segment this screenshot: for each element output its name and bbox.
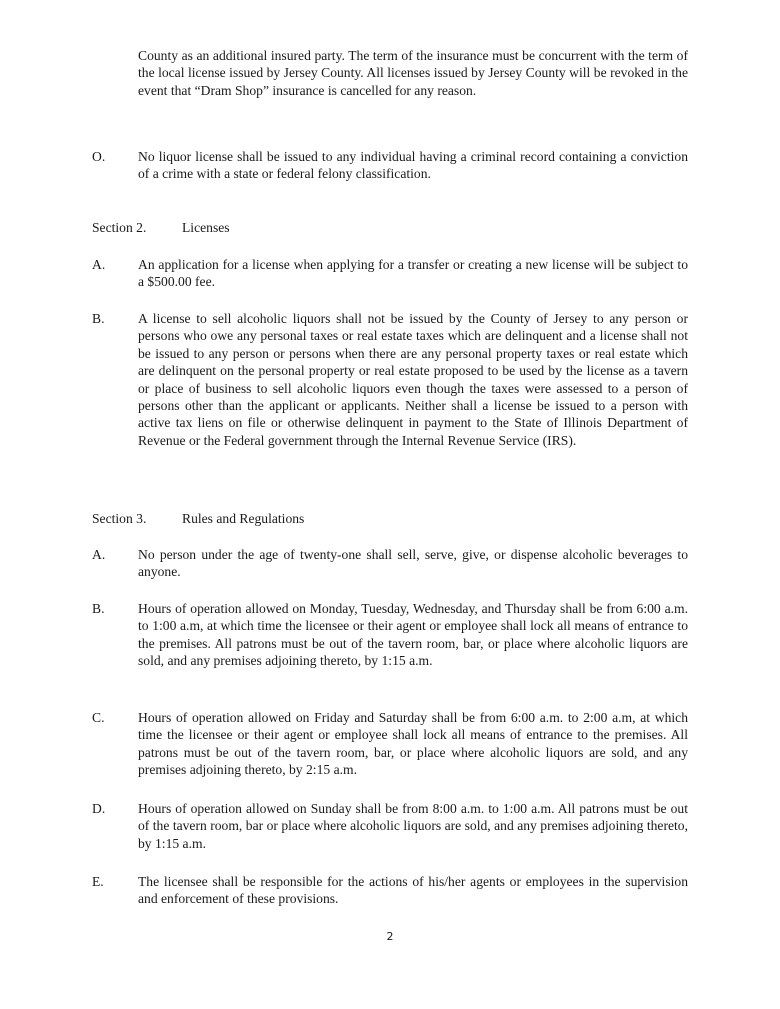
- page-number: 2: [386, 930, 394, 943]
- section-2-heading: [92, 219, 688, 236]
- item-marker: B.: [92, 311, 105, 326]
- item-text: No person under the age of twenty-one shall sell, serve, give, or dispense alcoholic beverages to anyone.: [138, 547, 688, 580]
- item-text: Hours of operation allowed on Friday and Saturday shall be from 6:00 a.m. to 2:00 a.m, at which time the licensee or their agent or employee shall lock all means of entrance to the premises. All patrons must be out of the tavern room, bar, or place where alcoholic liquors are sold, and any premises adjoining thereto, by 2:15 a.m.: [138, 710, 688, 778]
- list-item-3e: [92, 873, 688, 908]
- list-item-3b: [92, 600, 688, 670]
- item-marker: A.: [92, 547, 106, 562]
- section-number: Section 2.: [92, 220, 147, 235]
- list-item-3d: [92, 800, 688, 852]
- list-item-2b: [92, 310, 688, 449]
- list-item-2a: [92, 256, 688, 291]
- list-item-o: [92, 148, 688, 183]
- item-marker: B.: [92, 601, 105, 616]
- section-3-heading: [92, 510, 688, 527]
- item-marker: O.: [92, 149, 106, 164]
- item-marker: A.: [92, 257, 106, 272]
- item-marker: C.: [92, 710, 105, 725]
- section-number: Section 3.: [92, 511, 147, 526]
- item-text: A license to sell alcoholic liquors shall not be issued by the County of Jersey to any person or persons who owe any personal taxes or real estate taxes which are delinquent and a license shall not be issued to any person or persons when there are any personal property taxes or real estate which are delinquent on the personal property or real estate proposed to be used by the license as a tavern or place of business to sell alcoholic liquors even though the taxes were assessed to a person of persons other than the applicant or applicants. Neither shall a license be issued to a person with active tax liens on file or otherwise delinquent in payment to the State of Illinois Department of Revenue or the Federal government through the Internal Revenue Service (IRS).: [138, 311, 688, 448]
- item-text: No liquor license shall be issued to any individual having a criminal record containing a conviction of a crime with a state or federal felony classification.: [138, 149, 688, 182]
- list-item-3a: [92, 546, 688, 581]
- item-marker: D.: [92, 801, 106, 816]
- list-item-3c: [92, 709, 688, 779]
- section-title: Licenses: [182, 220, 230, 235]
- item-text: An application for a license when applying for a transfer or creating a new license will be subject to a $500.00 fee.: [138, 257, 688, 290]
- item-marker: E.: [92, 874, 104, 889]
- item-text: Hours of operation allowed on Monday, Tuesday, Wednesday, and Thursday shall be from 6:00 a.m. to 1:00 a.m, at which time the licensee or their agent or employee shall lock all means of entrance to the premises. All patrons must be out of the tavern room, bar, or place where alcoholic liquors are sold, and any premises adjoining thereto, by 1:15 a.m.: [138, 601, 688, 669]
- item-text: The licensee shall be responsible for the actions of his/her agents or employees in the supervision and enforcement of these provisions.: [138, 874, 688, 907]
- section-title: Rules and Regulations: [182, 511, 305, 526]
- item-text: Hours of operation allowed on Sunday shall be from 8:00 a.m. to 1:00 a.m. All patrons must be out of the tavern room, bar or place where alcoholic liquors are sold, and any premises adjoining thereto, by 1:15 a.m.: [138, 801, 688, 851]
- continuation-paragraph: County as an additional insured party. The term of the insurance must be concurrent with the term of the local license issued by Jersey County. All licenses issued by Jersey County will be revoked in the event that “Dram Shop” insurance is cancelled for any reason.: [138, 48, 688, 98]
